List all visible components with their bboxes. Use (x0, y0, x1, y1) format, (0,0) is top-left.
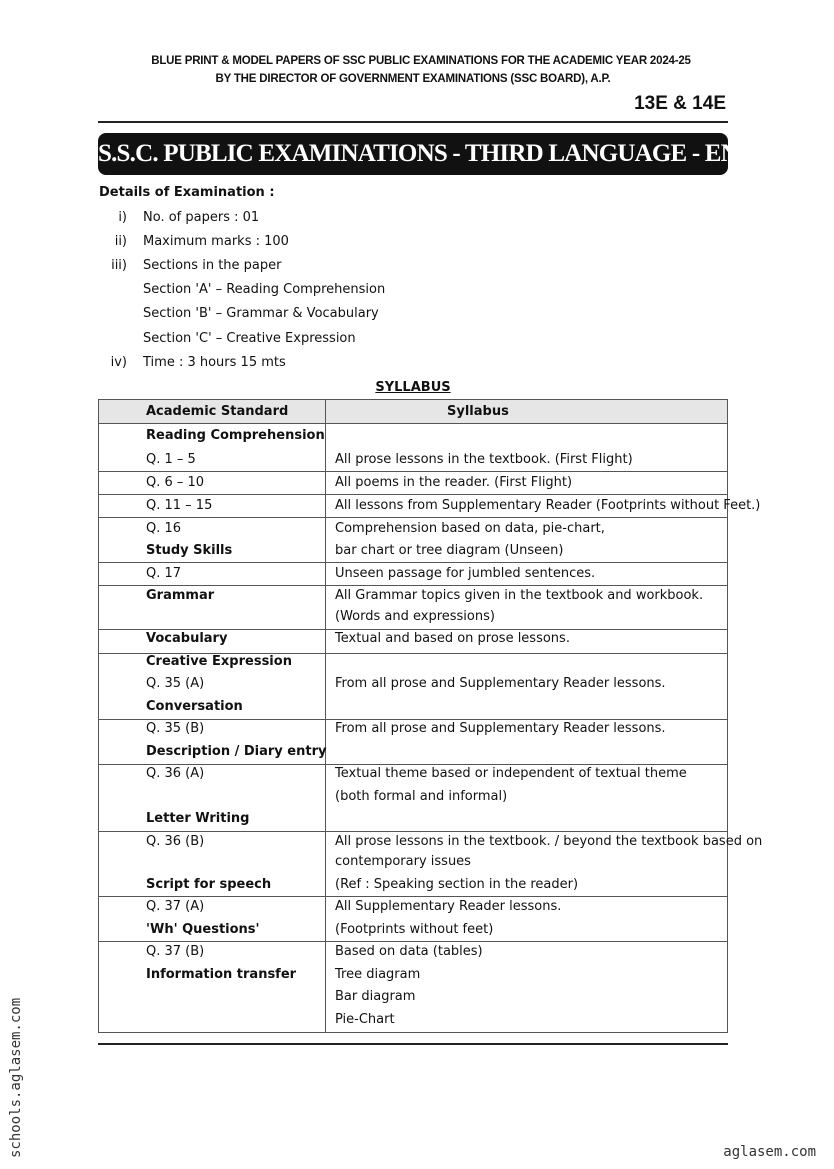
table-cell-standard: Q. 37 (A) (146, 899, 205, 914)
table-cell-syllabus: From all prose and Supplementary Reader lessons. (335, 676, 666, 691)
detail-text: Time : 3 hours 15 mts (143, 355, 286, 370)
table-cell-syllabus: Bar diagram (335, 989, 416, 1004)
table-cell-syllabus: Based on data (tables) (335, 944, 483, 959)
detail-text: Section 'A' – Reading Comprehension (143, 282, 386, 297)
syllabus-table (98, 399, 763, 1033)
detail-text: Section 'C' – Creative Expression (143, 331, 356, 346)
table-cell-syllabus: All Grammar topics given in the textbook and workbook. (335, 588, 704, 603)
table-cell-syllabus: Unseen passage for jumbled sentences. (335, 566, 596, 581)
detail-number: ii) (114, 234, 127, 249)
table-cell-standard: Letter Writing (146, 811, 250, 826)
paper-code: 13E & 14E (634, 93, 726, 114)
table-cell-syllabus: All lessons from Supplementary Reader (Footprints without Feet.) (335, 498, 761, 513)
table-cell-standard: Q. 6 – 10 (146, 475, 205, 490)
table-cell-standard: Creative Expression (146, 654, 292, 669)
detail-text: No. of papers : 01 (143, 210, 260, 225)
table-cell-syllabus: From all prose and Supplementary Reader lessons. (335, 721, 666, 736)
table-cell-standard: Q. 1 – 5 (146, 452, 196, 467)
table-cell-standard: Q. 36 (B) (146, 834, 205, 849)
table-cell-syllabus: Comprehension based on data, pie-chart, (335, 521, 605, 536)
detail-number: iv) (110, 355, 127, 370)
table-cell-standard: Description / Diary entry (146, 744, 327, 759)
syllabus-title: SYLLABUS (375, 380, 451, 395)
table-cell-standard: Q. 37 (B) (146, 944, 205, 959)
table-cell-standard: Information transfer (146, 967, 297, 982)
table-cell-syllabus: bar chart or tree diagram (Unseen) (335, 543, 564, 558)
header-academic-standard: Academic Standard (146, 404, 289, 419)
table-cell-standard: Script for speech (146, 877, 272, 892)
table-cell-standard: Q. 35 (A) (146, 676, 205, 691)
table-cell-standard: Grammar (146, 588, 215, 603)
table-cell-syllabus: All poems in the reader. (First Flight) (335, 475, 573, 490)
table-cell-syllabus: (Ref : Speaking section in the reader) (335, 877, 579, 892)
table-cell-syllabus: All prose lessons in the textbook. (First Flight) (335, 452, 633, 467)
table-cell-standard: Conversation (146, 699, 243, 714)
table-cell-syllabus: All prose lessons in the textbook. / beyond the textbook based on (335, 834, 763, 849)
footer-site-link[interactable]: aglasem.com (723, 1144, 816, 1160)
detail-number: iii) (111, 258, 127, 273)
top-divider (98, 121, 728, 123)
table-cell-standard: Reading Comprehension (146, 428, 325, 443)
table-cell-syllabus: (both formal and informal) (335, 789, 508, 804)
table-cell-standard: Q. 11 – 15 (146, 498, 213, 513)
table-cell-standard: Q. 35 (B) (146, 721, 205, 736)
side-watermark: schools.aglasem.com (8, 997, 24, 1158)
table-cell-syllabus: (Words and expressions) (335, 609, 495, 624)
table-cell-standard: Q. 17 (146, 566, 182, 581)
table-cell-syllabus: Textual and based on prose lessons. (335, 631, 570, 646)
table-cell-syllabus: (Footprints without feet) (335, 922, 494, 937)
table-cell-syllabus: Tree diagram (335, 967, 421, 982)
header-line-2: BY THE DIRECTOR OF GOVERNMENT EXAMINATIONS (SSC BOARD), A.P. (215, 73, 611, 85)
detail-text: Maximum marks : 100 (143, 234, 289, 249)
title-banner: S.S.C. PUBLIC EXAMINATIONS - THIRD LANGUAGE - ENGLISH (98, 133, 728, 175)
details-title: Details of Examination : (99, 185, 275, 200)
detail-text: Sections in the paper (143, 258, 282, 273)
table-cell-syllabus: contemporary issues (335, 854, 471, 869)
bottom-divider (98, 1043, 728, 1045)
table-cell-syllabus: Textual theme based or independent of textual theme (335, 766, 687, 781)
table-cell-standard: Q. 16 (146, 521, 182, 536)
table-cell-syllabus: All Supplementary Reader lessons. (335, 899, 562, 914)
table-cell-standard: 'Wh' Questions' (146, 922, 260, 937)
detail-number: i) (118, 210, 127, 225)
table-cell-standard: Vocabulary (146, 631, 228, 646)
header-line-1: BLUE PRINT & MODEL PAPERS OF SSC PUBLIC EXAMINATIONS FOR THE ACADEMIC YEAR 2024-25 (151, 55, 691, 67)
table-cell-standard: Study Skills (146, 543, 233, 558)
detail-text: Section 'B' – Grammar & Vocabulary (143, 306, 379, 321)
table-cell-standard: Q. 36 (A) (146, 766, 205, 781)
header-syllabus: Syllabus (447, 404, 509, 419)
table-cell-syllabus: Pie-Chart (335, 1012, 395, 1027)
